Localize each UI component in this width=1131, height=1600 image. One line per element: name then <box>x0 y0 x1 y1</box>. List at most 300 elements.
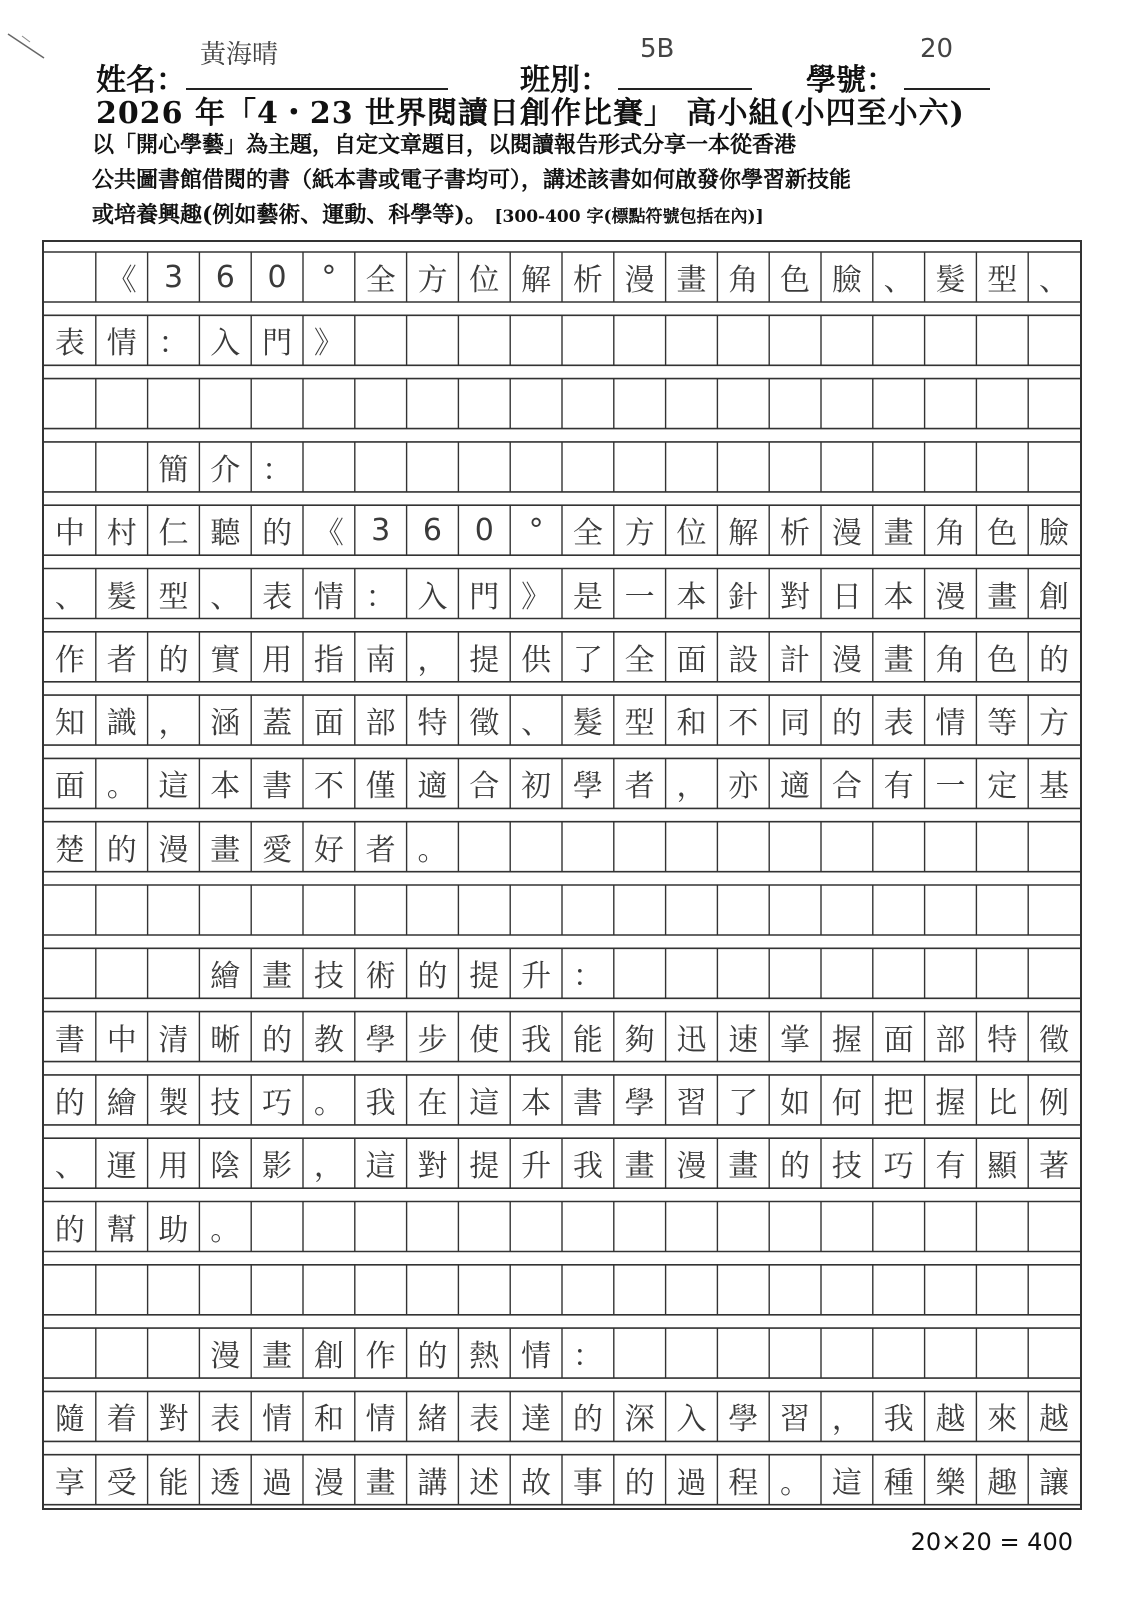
grid-cell <box>873 442 925 492</box>
grid-cell: 楚 <box>54 832 85 868</box>
grid-cell: 好 <box>313 832 344 868</box>
grid-row <box>44 442 1080 492</box>
grid-cell: 和 <box>313 1402 344 1438</box>
grid-cell: 3 <box>371 512 391 548</box>
grid-cell <box>562 442 614 492</box>
grid-cell <box>666 315 718 365</box>
grid-cell: 》 <box>521 579 552 615</box>
grid-cell: 事 <box>572 1465 603 1501</box>
grid-cell: 漫 <box>676 1149 707 1185</box>
grid-cell <box>717 885 769 935</box>
grid-cell <box>976 1328 1028 1378</box>
grid-cell <box>873 822 925 872</box>
grid-cell <box>821 885 873 935</box>
grid-cell: 運 <box>106 1149 137 1185</box>
grid-cell <box>148 1328 200 1378</box>
grid-cell <box>458 822 510 872</box>
grid-cell: 速 <box>728 1022 759 1058</box>
grid-row <box>44 758 1080 808</box>
grid-cell <box>821 1265 873 1315</box>
grid-cell: 本 <box>521 1085 552 1121</box>
grid-cell <box>925 1202 977 1252</box>
grid-cell <box>458 442 510 492</box>
grid-cell: 握 <box>831 1022 862 1058</box>
grid-cell: 愛 <box>262 832 293 868</box>
grid-cell <box>769 1328 821 1378</box>
grid-cell: 中 <box>54 516 85 552</box>
grid-cell: 角 <box>935 516 966 552</box>
grid-cell: 越 <box>1039 1402 1070 1438</box>
student-number-label: 學號： <box>806 63 896 98</box>
grid-cell: 設 <box>728 642 759 678</box>
grid-cell <box>199 1265 251 1315</box>
grid-cell: 析 <box>572 263 603 298</box>
grid-cell: 3 <box>163 259 184 295</box>
grid-cell: 了 <box>572 642 603 678</box>
grid-cell: 如 <box>780 1085 811 1121</box>
grid-cell: 介 <box>210 452 241 488</box>
grid-cell: 例 <box>1039 1085 1070 1121</box>
grid-cell: 面 <box>676 642 707 678</box>
grid-cell <box>614 885 666 935</box>
grid-cell: 在 <box>417 1085 448 1121</box>
grid-cell: 全 <box>365 263 396 298</box>
grid-cell: 定 <box>987 769 1018 805</box>
grid-row <box>44 885 1080 935</box>
grid-cell: 基 <box>1039 769 1070 805</box>
grid-cell: 全 <box>572 516 603 552</box>
grid-cell <box>96 885 148 935</box>
grid-cell: 聽 <box>210 516 241 552</box>
grid-cell: 助 <box>158 1212 189 1248</box>
grid-cell: 表 <box>262 579 293 615</box>
grid-cell <box>614 315 666 365</box>
grid-cell: 、 <box>521 706 552 742</box>
grid-cell <box>355 885 407 935</box>
grid-cell <box>769 1202 821 1252</box>
grid-cell <box>769 885 821 935</box>
grid-cell <box>355 379 407 429</box>
grid-cell <box>873 315 925 365</box>
grid-cell: 我 <box>521 1022 552 1058</box>
grid-cell: 對 <box>780 579 811 615</box>
grid-cell <box>717 1202 769 1252</box>
grid-cell <box>666 1328 718 1378</box>
grid-cell: 表 <box>54 326 85 362</box>
grid-cell: ， <box>158 706 189 742</box>
grid-cell: 升 <box>521 1149 552 1185</box>
grid-cell: 角 <box>728 263 759 298</box>
grid-cell: 有 <box>883 769 914 805</box>
grid-cell <box>821 822 873 872</box>
grid-cell <box>355 315 407 365</box>
grid-cell: 我 <box>365 1085 396 1121</box>
grid-cell: 情 <box>313 579 344 615</box>
grid-row <box>44 252 1080 302</box>
grid-cell: 習 <box>780 1402 811 1438</box>
grid-cell <box>562 1202 614 1252</box>
grid-cell: 畫 <box>262 959 293 995</box>
student-number-value[interactable]: 20 <box>920 34 954 64</box>
grid-cell: 針 <box>728 579 759 615</box>
grid-cell: 入 <box>417 579 448 615</box>
grid-cell: 學 <box>572 769 603 805</box>
grid-cell: 方 <box>1039 706 1070 742</box>
grid-cell: 本 <box>676 579 707 615</box>
grid-cell <box>666 1265 718 1315</box>
grid-cell <box>614 379 666 429</box>
grid-cell: 解 <box>728 516 759 552</box>
grid-cell: 了 <box>728 1085 759 1121</box>
grid-cell <box>96 948 148 998</box>
grid-cell: 部 <box>935 1022 966 1058</box>
grid-cell <box>614 948 666 998</box>
grid-cell <box>510 885 562 935</box>
form-header <box>0 0 1131 230</box>
grid-cell <box>769 379 821 429</box>
grid-cell: 適 <box>417 769 448 805</box>
grid-cell: 漫 <box>624 263 655 298</box>
grid-cell: 。 <box>417 832 448 868</box>
grid-cell: 何 <box>831 1085 862 1121</box>
grid-cell: 書 <box>572 1085 603 1121</box>
grid-cell: 、 <box>1039 263 1070 298</box>
grid-cell: 0 <box>474 512 494 548</box>
grid-cell <box>821 379 873 429</box>
grid-cell <box>821 315 873 365</box>
grid-cell: 供 <box>521 642 552 678</box>
instruction-line-3-text: 或培養興趣(例如藝術、運動、科學等)。 <box>92 202 487 228</box>
grid-cell <box>666 1202 718 1252</box>
grid-cell <box>666 442 718 492</box>
grid-cell: ， <box>831 1402 862 1438</box>
grid-cell: 位 <box>469 263 500 298</box>
grid-cell <box>976 885 1028 935</box>
grid-cell: 》 <box>313 326 344 362</box>
grid-cell: 特 <box>987 1022 1018 1058</box>
grid-cell <box>717 315 769 365</box>
grid-cell <box>925 442 977 492</box>
grid-cell <box>148 379 200 429</box>
grid-cell: 樂 <box>935 1465 966 1501</box>
grid-cell <box>1028 379 1080 429</box>
grid-cell: 初 <box>521 769 552 805</box>
grid-cell: 亦 <box>728 769 759 805</box>
grid-cell: 握 <box>935 1085 966 1121</box>
grid-cell <box>96 1265 148 1315</box>
grid-row <box>44 1202 1080 1252</box>
grid-cell: 者 <box>106 642 137 678</box>
grid-cell <box>562 885 614 935</box>
grid-cell: 者 <box>624 769 655 805</box>
grid-cell: 緒 <box>417 1402 448 1438</box>
grid-cell <box>1028 1265 1080 1315</box>
grid-cell: 隨 <box>54 1402 85 1438</box>
grid-cell: 是 <box>572 579 603 615</box>
grid-cell: 色 <box>987 642 1018 678</box>
grid-cell: 熱 <box>469 1339 500 1375</box>
grid-cell: 漫 <box>831 642 862 678</box>
grid-cell: 漫 <box>831 516 862 552</box>
grid-cell: 顯 <box>987 1149 1018 1185</box>
grid-cell: 創 <box>313 1339 344 1375</box>
grid-cell <box>976 1265 1028 1315</box>
grid-cell: 夠 <box>624 1022 655 1058</box>
grid-cell <box>717 948 769 998</box>
grid-cell <box>717 822 769 872</box>
grid-cell <box>510 1202 562 1252</box>
name-label: 姓名： <box>96 63 186 98</box>
grid-cell <box>1028 885 1080 935</box>
grid-cell: 故 <box>521 1465 552 1501</box>
grid-cell: 作 <box>365 1339 396 1375</box>
grid-cell: 日 <box>831 579 862 615</box>
grid-cell: 角 <box>935 642 966 678</box>
grid-cell <box>510 1265 562 1315</box>
grid-cell <box>303 442 355 492</box>
grid-cell: 、 <box>54 1149 85 1185</box>
grid-cell <box>976 822 1028 872</box>
grid-cell: 徵 <box>469 706 500 742</box>
grid-cell <box>1028 1202 1080 1252</box>
grid-row <box>44 1391 1080 1441</box>
grid-cell: 巧 <box>883 1149 914 1185</box>
grid-cell: 畫 <box>210 832 241 868</box>
grid-cell: 髮 <box>106 579 137 615</box>
grid-cell: 達 <box>521 1402 552 1438</box>
grid-cell: 知 <box>54 706 85 742</box>
grid-row <box>44 822 1080 872</box>
grid-cell <box>925 948 977 998</box>
grid-cell: 畫 <box>883 642 914 678</box>
grid-cell: 畫 <box>987 579 1018 615</box>
grid-cell: 部 <box>365 706 396 742</box>
grid-cell: 《 <box>106 263 137 298</box>
grid-cell: 型 <box>624 706 655 742</box>
grid-cell: 比 <box>987 1085 1018 1121</box>
class-value[interactable]: 5B <box>640 34 675 64</box>
grid-cell: 趣 <box>987 1465 1018 1501</box>
grid-cell: 陰 <box>210 1149 241 1185</box>
grid-cell <box>407 442 459 492</box>
grid-cell: 對 <box>158 1402 189 1438</box>
grid-cell: 這 <box>831 1465 862 1501</box>
grid-cell: 情 <box>935 706 966 742</box>
grid-cell: 情 <box>521 1339 552 1375</box>
grid-cell: 能 <box>158 1465 189 1501</box>
grid-cell: 讓 <box>1039 1465 1070 1501</box>
grid-cell: 色 <box>987 516 1018 552</box>
grid-cell: 講 <box>417 1465 448 1501</box>
grid-cell <box>148 885 200 935</box>
grid-cell: 不 <box>313 769 344 805</box>
grid-cell: 畫 <box>365 1465 396 1501</box>
grid-cell: 學 <box>365 1022 396 1058</box>
grid-cell: 這 <box>158 769 189 805</box>
grid-cell: 漫 <box>313 1465 344 1501</box>
grid-row <box>44 1328 1080 1378</box>
grid-cell: 的 <box>54 1085 85 1121</box>
grid-cell: ， <box>313 1149 344 1185</box>
grid-cell <box>458 885 510 935</box>
grid-cell <box>925 1265 977 1315</box>
grid-cell: 門 <box>262 326 293 362</box>
grid-cell <box>458 315 510 365</box>
grid-cell: ： <box>572 959 603 995</box>
grid-cell: 實 <box>210 642 241 678</box>
grid-cell <box>458 1265 510 1315</box>
grid-cell: 步 <box>417 1022 448 1058</box>
grid-row <box>44 1455 1080 1505</box>
grid-cell: 僅 <box>365 769 396 805</box>
grid-cell <box>1028 1328 1080 1378</box>
grid-cell <box>614 1328 666 1378</box>
grid-cell <box>769 442 821 492</box>
grid-cell <box>562 315 614 365</box>
grid-cell: 徵 <box>1039 1022 1070 1058</box>
grid-cell <box>148 1265 200 1315</box>
grid-cell: 南 <box>365 642 396 678</box>
grid-cell: 掌 <box>780 1022 811 1058</box>
grid-cell: 表 <box>210 1402 241 1438</box>
grid-cell <box>562 379 614 429</box>
grid-cell: ： <box>572 1339 603 1375</box>
grid-cell: 書 <box>54 1022 85 1058</box>
grid-cell: 過 <box>676 1465 707 1501</box>
grid-cell: 特 <box>417 706 448 742</box>
grid-cell <box>976 315 1028 365</box>
grid-cell <box>925 379 977 429</box>
grid-cell: 深 <box>624 1402 655 1438</box>
grid-cell: 畫 <box>624 1149 655 1185</box>
grid-cell <box>614 1202 666 1252</box>
grid-cell <box>769 1265 821 1315</box>
grid-cell: 學 <box>624 1085 655 1121</box>
grid-row <box>44 1138 1080 1188</box>
grid-cell: 程 <box>728 1465 759 1501</box>
grid-cell: 。 <box>210 1212 241 1248</box>
grid-cell: 髮 <box>935 263 966 298</box>
grid-cell: ： <box>365 579 396 615</box>
grid-cell: 畫 <box>728 1149 759 1185</box>
grid-cell: 的 <box>831 706 862 742</box>
grid-cell: 越 <box>935 1402 966 1438</box>
grid-cell: 和 <box>676 706 707 742</box>
grid-cell <box>510 442 562 492</box>
grid-cell <box>148 948 200 998</box>
grid-cell: 製 <box>158 1085 189 1121</box>
name-value[interactable]: 黃海晴 <box>200 40 279 70</box>
grid-cell: 我 <box>572 1149 603 1185</box>
grid-cell <box>925 885 977 935</box>
grid-cell <box>873 1265 925 1315</box>
grid-cell <box>44 252 96 302</box>
grid-cell: 方 <box>624 516 655 552</box>
grid-cell: 升 <box>521 959 552 995</box>
grid-cell <box>666 379 718 429</box>
grid-cell <box>44 442 96 492</box>
grid-cell: 的 <box>1039 642 1070 678</box>
grid-cell <box>769 822 821 872</box>
grid-cell <box>407 379 459 429</box>
grid-cell <box>614 442 666 492</box>
grid-cell: 提 <box>469 1149 500 1185</box>
grid-cell <box>510 315 562 365</box>
instruction-line-3 <box>92 198 764 229</box>
grid-cell <box>510 379 562 429</box>
grid-cell <box>925 1328 977 1378</box>
grid-cell <box>925 315 977 365</box>
grid-cell: 蓋 <box>262 706 293 742</box>
grid-cell <box>562 1265 614 1315</box>
grid-cell: 的 <box>572 1402 603 1438</box>
grid-cell: 適 <box>780 769 811 805</box>
grid-cell: 習 <box>676 1085 707 1121</box>
grid-cell <box>355 1202 407 1252</box>
grid-cell: 的 <box>262 1022 293 1058</box>
grid-cell: 情 <box>262 1402 293 1438</box>
grid-cell <box>303 1265 355 1315</box>
grid-cell: 型 <box>158 579 189 615</box>
grid-cell <box>458 1202 510 1252</box>
grid-cell: 的 <box>106 832 137 868</box>
grid-cell <box>407 885 459 935</box>
grid-cell: 技 <box>210 1085 241 1121</box>
grid-cell: 書 <box>262 769 293 805</box>
grid-cell: 清 <box>158 1022 189 1058</box>
grid-cell <box>976 948 1028 998</box>
grid-cell <box>925 822 977 872</box>
grid-cell: 合 <box>831 769 862 805</box>
grid-row <box>44 632 1080 682</box>
grid-cell: ， <box>676 769 707 805</box>
grid-cell: 這 <box>365 1149 396 1185</box>
grid-cell: 創 <box>1039 579 1070 615</box>
grid-row <box>44 569 1080 619</box>
grid-cell: 的 <box>54 1212 85 1248</box>
grid-cell: 、 <box>54 579 85 615</box>
grid-cell: 6 <box>215 259 235 295</box>
grid-cell: 析 <box>780 516 811 552</box>
grid-cell: 面 <box>54 769 85 805</box>
grid-cell: 。 <box>313 1085 344 1121</box>
grid-cell: 一 <box>624 579 655 615</box>
grid-row <box>44 1012 1080 1062</box>
grid-cell: 臉 <box>831 263 862 298</box>
grid-cell: 用 <box>262 642 293 678</box>
grid-cell: 用 <box>158 1149 189 1185</box>
grid-cell: 等 <box>987 706 1018 742</box>
grid-row <box>44 948 1080 998</box>
grid-cell: 0 <box>267 259 287 295</box>
grid-cell <box>873 1202 925 1252</box>
grid-cell <box>666 822 718 872</box>
grid-cell: 的 <box>158 642 189 678</box>
grid-cell: 的 <box>624 1465 655 1501</box>
grid-cell: 提 <box>469 642 500 678</box>
grid-cell: 術 <box>365 959 396 995</box>
grid-cell: 把 <box>883 1085 914 1121</box>
grid-capacity-formula: 20×20 = 400 <box>910 1528 1073 1556</box>
grid-cell: 臉 <box>1039 516 1070 552</box>
grid-cell: 6 <box>422 512 443 548</box>
grid-cell: 漫 <box>935 579 966 615</box>
grid-cell: 的 <box>417 959 448 995</box>
grid-cell: 有 <box>935 1149 966 1185</box>
grid-cell <box>407 315 459 365</box>
grid-cell: 著 <box>1039 1149 1070 1185</box>
grid-cell <box>355 442 407 492</box>
